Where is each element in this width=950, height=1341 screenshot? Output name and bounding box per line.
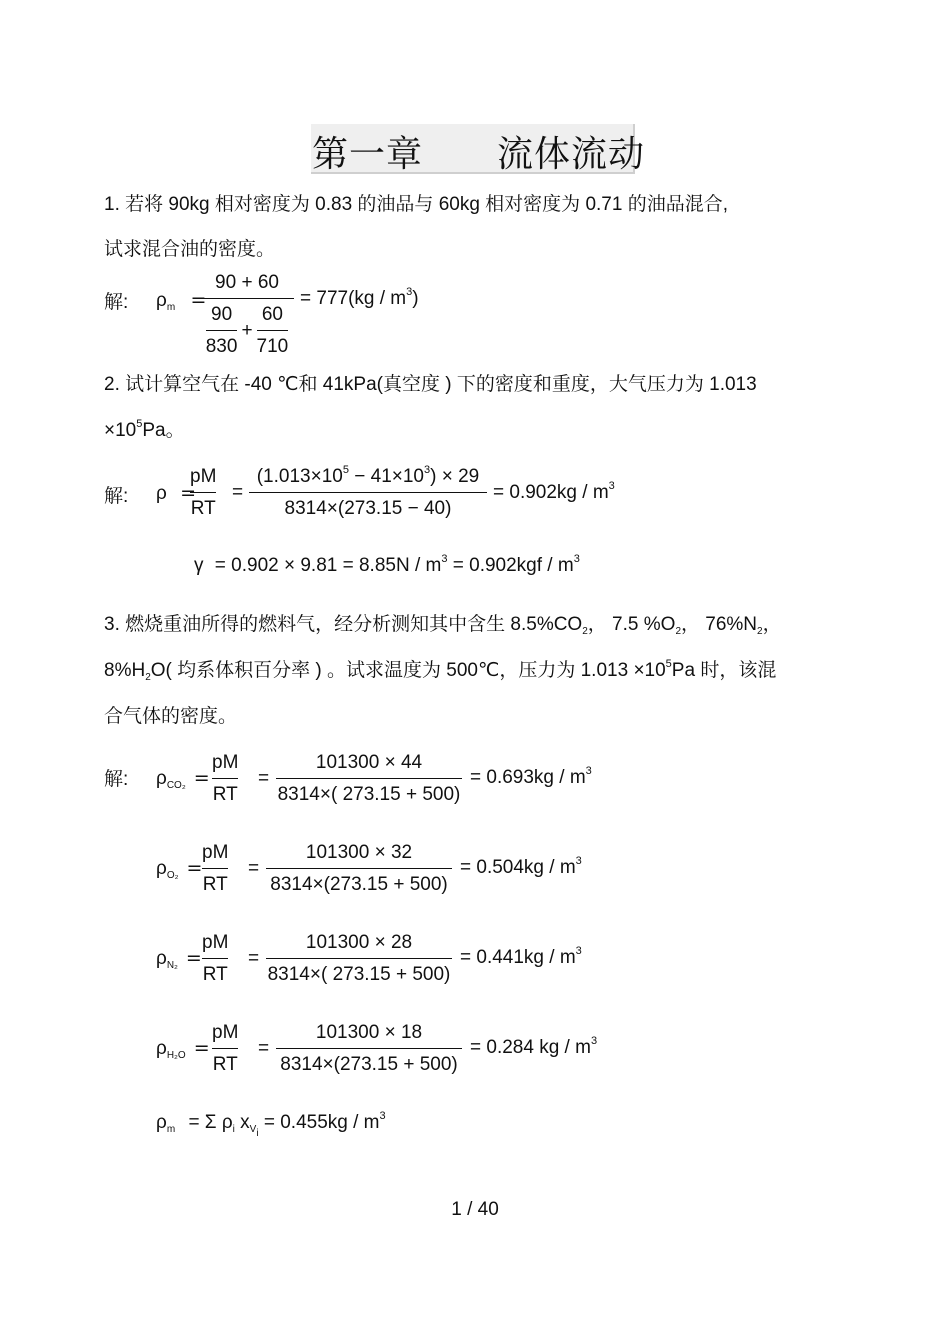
fraction-bar (202, 868, 228, 869)
gas-subscript: O₂ (166, 870, 179, 881)
problem-1-result (300, 288, 419, 310)
air-density-fraction (249, 466, 487, 520)
solution-label: 解: (104, 292, 129, 313)
subscript-v: V (249, 1124, 257, 1135)
rho-symbol: ρ (156, 948, 167, 969)
solution-label: 解: (104, 769, 129, 790)
rho-symbol: ρ (156, 483, 167, 504)
equals-sign: = (193, 767, 210, 789)
pM-over-RT-fraction (202, 842, 228, 896)
result-exponent: 3 (585, 765, 592, 777)
result-exponent: 3 (575, 855, 582, 867)
denominator: 8314×(273.15 + 500) (280, 1054, 458, 1075)
numerator: 101300 × 44 (315, 752, 423, 773)
pM-over-RT-fraction (190, 466, 216, 520)
numerator: pM (202, 932, 229, 953)
gas-density-fraction (266, 932, 452, 986)
rho-m-symbol (156, 289, 206, 312)
denominator: RT (202, 964, 228, 985)
equals-sign: = (232, 482, 244, 503)
exponent-2: 3 (424, 464, 431, 476)
rho-subscript: m (166, 302, 176, 313)
rho-symbol: ρ (156, 858, 167, 879)
problem-2-statement: 2. 试计算空气在 -40 ℃和 41kPa(真空度 ) 下的密度和重度，大气压力为 1.013 (104, 374, 757, 395)
mixture-density-line (156, 1110, 386, 1139)
rho-symbol: ρ (156, 1038, 167, 1059)
result-value: = 0.693kg / m (470, 767, 586, 788)
sub-denominator-a: 830 (205, 336, 238, 357)
result-exponent: 3 (379, 1110, 386, 1122)
statement-part: 3. 燃烧重油所得的燃料气，经分析测知其中含生 8.5%CO (104, 614, 583, 635)
equals-sign: = (258, 768, 270, 789)
equals-sign: = (193, 1037, 210, 1059)
sub-numerator-b: 60 (261, 304, 283, 325)
numerator-part-a: (1.013×10 (256, 466, 343, 487)
pM-over-RT-fraction (202, 932, 228, 986)
result-exponent: 3 (575, 945, 582, 957)
denominator: RT (202, 874, 228, 895)
gas-density-fraction (276, 1022, 462, 1076)
statement-part: 8%H (104, 660, 146, 681)
plus-sign: + (241, 320, 253, 341)
fraction-bar (200, 298, 294, 299)
equals-sign: = (186, 857, 203, 879)
result-value: = 0.455kg / m (258, 1112, 380, 1133)
subscript: 2 (675, 626, 681, 637)
fraction-bar (202, 958, 228, 959)
equals-sign: = (180, 482, 197, 504)
numerator (257, 466, 480, 488)
solution-label: 解: (104, 486, 129, 507)
statement-part: ， 7.5 %O (587, 614, 676, 635)
rho-gas-symbol (156, 857, 202, 880)
denominator: RT (190, 498, 216, 519)
problem-1-question: 试求混合油的密度。 (104, 239, 276, 260)
numerator: 101300 × 32 (305, 842, 413, 863)
exponent: 3 (441, 553, 448, 565)
exponent: 3 (573, 553, 580, 565)
subscript: 2 (582, 626, 588, 637)
sub-fraction-bar-b (257, 330, 289, 331)
problem-3-statement-line2 (104, 655, 776, 682)
result-exponent: 3 (608, 480, 615, 492)
result-value: = 0.902kg / m (493, 482, 609, 503)
air-density-result (493, 482, 615, 504)
gas-density-result (470, 767, 592, 789)
statement-part: ， 76%N (681, 614, 758, 635)
denominator (206, 304, 289, 358)
problem-3-statement (104, 609, 782, 636)
denominator: RT (212, 784, 238, 805)
fraction-bar (212, 1048, 238, 1049)
fraction-bar (249, 492, 487, 493)
sum-expression: = Σ ρ (188, 1112, 233, 1133)
problem-2-pressure (104, 415, 185, 442)
rho-symbol: ρ (156, 290, 167, 311)
sub-numerator-a: 90 (211, 304, 233, 325)
pM-over-RT-fraction (212, 1022, 238, 1076)
sub-fraction-bar-a (206, 330, 238, 331)
denominator: 8314×( 273.15 + 500) (267, 964, 451, 985)
page-number: 1 / 40 (451, 1199, 499, 1220)
exponent-1: 5 (342, 464, 349, 476)
equals-sign: = (190, 289, 207, 311)
statement-part: ， (762, 614, 782, 635)
numerator: 101300 × 28 (305, 932, 413, 953)
denominator: 8314×( 273.15 + 500) (277, 784, 461, 805)
gas-subscript: CO₂ (166, 780, 186, 791)
equals-sign: = (185, 947, 202, 969)
numerator: 101300 × 18 (315, 1022, 423, 1043)
fraction-bar (266, 958, 452, 959)
numerator: pM (202, 842, 229, 863)
rho-symbol: ρ (156, 1112, 167, 1133)
sub-fraction-b (257, 304, 289, 358)
result-value: = 0.504kg / m (460, 857, 576, 878)
fraction-bar (276, 1048, 462, 1049)
gas-density-fraction (266, 842, 452, 896)
result-exponent: 3 (406, 286, 413, 298)
gas-density-result (470, 1037, 597, 1059)
equals-sign: = (248, 858, 260, 879)
subscript: m (166, 1124, 176, 1135)
numerator: 90 + 60 (215, 272, 279, 293)
numerator: pM (212, 752, 239, 773)
result-value: = 777(kg / m (300, 288, 407, 309)
specific-weight-line (194, 555, 580, 577)
result-value: = 0.441kg / m (460, 947, 576, 968)
rho-symbol: ρ (156, 768, 167, 789)
pressure-base: ×10 (104, 420, 137, 441)
denominator: RT (212, 1054, 238, 1075)
result-exponent: 3 (590, 1035, 598, 1047)
equals-sign: = (258, 1038, 270, 1059)
problem-3-question: 合气体的密度。 (104, 706, 238, 727)
sub-fraction-a (206, 304, 238, 358)
problem-1-statement: 1. 若将 90kg 相对密度为 0.83 的油品与 60kg 相对密度为 0.71 的油品混合, (104, 194, 728, 215)
gamma-symbol: γ (194, 555, 204, 576)
subscript: i (232, 1124, 235, 1135)
subscript: 2 (757, 626, 763, 637)
numerator-part-c: ) × 29 (430, 466, 480, 487)
result-value: = 0.284 kg / m (470, 1037, 591, 1058)
statement-part: O( 均系体积百分率 ) 。试求温度为 500℃，压力为 1.013 ×10 (150, 660, 666, 681)
subscript (249, 1124, 259, 1139)
numerator-part-b: − 41×10 (348, 466, 424, 487)
specific-weight-value: = 0.902 × 9.81 = 8.85N / m (214, 555, 442, 576)
statement-part: Pa 时，该混 (671, 660, 777, 681)
numerator: pM (190, 466, 217, 487)
mixture-density-fraction (200, 272, 294, 358)
gas-subscript: H₂O (166, 1050, 186, 1061)
gas-density-result (460, 857, 582, 879)
gas-density-fraction (276, 752, 462, 806)
mole-fraction: x (234, 1112, 250, 1133)
equals-sign: = (248, 948, 260, 969)
fraction-bar (266, 868, 452, 869)
chapter-title: 第一章 流体流动 (312, 134, 646, 175)
pressure-unit: Pa。 (142, 420, 185, 441)
exponent: 5 (665, 658, 672, 670)
fraction-bar (212, 778, 238, 779)
rho-gas-symbol (156, 1037, 210, 1060)
denominator: 8314×(273.15 − 40) (284, 498, 452, 519)
rho-gas-symbol (156, 767, 210, 790)
gas-density-result (460, 947, 582, 969)
subscript-i: i (256, 1128, 259, 1139)
fraction-bar (190, 492, 216, 493)
sub-denominator-b: 710 (256, 336, 289, 357)
denominator: 8314×(273.15 + 500) (270, 874, 448, 895)
pressure-exponent: 5 (136, 418, 143, 430)
pM-over-RT-fraction (212, 752, 238, 806)
result-close: ) (412, 288, 419, 309)
numerator: pM (212, 1022, 239, 1043)
gas-subscript: N₂ (166, 960, 178, 971)
rho-gas-symbol (156, 947, 202, 970)
subscript: 2 (145, 672, 151, 683)
fraction-bar (276, 778, 462, 779)
specific-weight-kgf: = 0.902kgf / m (447, 555, 574, 576)
